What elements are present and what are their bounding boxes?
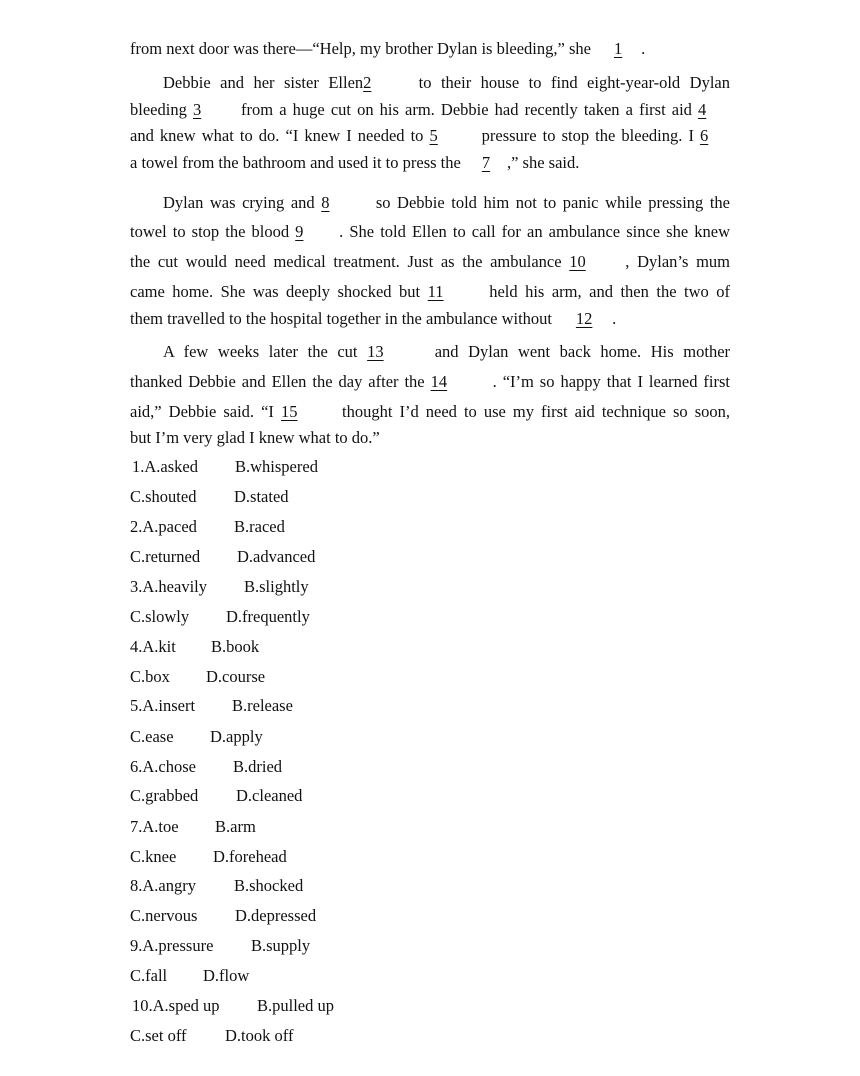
option-row: [130, 727, 263, 747]
paragraph-2-line-2: [130, 100, 730, 120]
paragraph-2-line-3: [130, 126, 730, 146]
option-a: 3.A.heavily: [130, 577, 207, 596]
paragraph-4-line-2: [130, 372, 730, 392]
text: so Debbie told him not to panic while pressing the: [375, 193, 731, 212]
option-c: C.fall: [130, 966, 168, 985]
option-b: B.whispered: [235, 457, 318, 476]
paragraph-3-line-3: [130, 252, 730, 272]
text: ,” she said.: [506, 153, 580, 172]
option-b: B.arm: [215, 817, 256, 836]
option-c: C.shouted: [130, 487, 197, 506]
option-a: 10.A.sped up: [132, 996, 220, 1015]
text: pressure to stop the bleeding. I: [481, 126, 694, 145]
option-a: 8.A.angry: [130, 876, 196, 895]
option-row: [130, 817, 256, 837]
text: thought I’d need to use my first aid technique so soon,: [342, 402, 731, 421]
option-b: B.release: [232, 696, 293, 715]
option-row: [132, 996, 334, 1016]
option-row: [130, 696, 293, 716]
text: , Dylan’s mum: [625, 252, 731, 271]
option-c: C.knee: [130, 847, 177, 866]
option-row: [130, 667, 265, 687]
text: . She told Ellen to call for an ambulance since she knew: [339, 222, 730, 241]
option-a: 7.A.toe: [130, 817, 179, 836]
option-row: [130, 487, 289, 507]
option-d: D.course: [206, 667, 266, 686]
option-c: C.returned: [130, 547, 201, 566]
option-d: D.stated: [234, 487, 289, 506]
text: from a huge cut on his arm. Debbie had recently taken a first aid: [241, 100, 692, 119]
blank-5: 5: [429, 126, 438, 145]
paragraph-3-line-5: [130, 309, 730, 329]
paragraph-3-line-2: [130, 222, 730, 242]
option-c: C.set off: [130, 1026, 187, 1045]
text: the cut would need medical treatment. Just as the ambulance: [130, 252, 562, 271]
text: .: [612, 309, 617, 328]
paragraph-3-line-4: [130, 282, 730, 302]
option-b: B.slightly: [244, 577, 309, 596]
text: and Dylan went back home. His mother: [434, 342, 731, 361]
option-c: C.grabbed: [130, 786, 199, 805]
text: held his arm, and then the two of: [489, 282, 731, 301]
paragraph-2-line-1: [130, 73, 730, 93]
paragraph-2-line-4: [130, 153, 730, 173]
text: thanked Debbie and Ellen the day after the: [130, 372, 425, 391]
option-b: B.dried: [233, 757, 283, 776]
option-row: [130, 847, 287, 867]
text: but I’m very glad I knew what to do.”: [130, 428, 380, 447]
option-row: [130, 906, 316, 926]
option-row: [130, 786, 302, 806]
blank-9: 9: [295, 222, 304, 241]
option-b: B.shocked: [234, 876, 304, 895]
blank-6: 6: [700, 126, 709, 145]
option-c: C.nervous: [130, 906, 198, 925]
option-row: [130, 1026, 293, 1046]
option-row: [130, 876, 303, 896]
text: a towel from the bathroom and used it to press the: [130, 153, 461, 172]
option-b: B.raced: [234, 517, 285, 536]
blank-7: 7: [481, 153, 491, 172]
paragraph-1-line-1: [130, 39, 730, 59]
option-row: [130, 607, 310, 627]
blank-2: 2: [363, 73, 372, 92]
option-b: B.book: [211, 637, 260, 656]
blank-4: 4: [698, 100, 707, 119]
blank-8: 8: [321, 193, 330, 212]
option-a: 5.A.insert: [130, 696, 196, 715]
option-d: D.apply: [210, 727, 263, 746]
blank-12: 12: [575, 309, 593, 328]
paragraph-3-line-1: [130, 193, 730, 213]
text: from next door was there—“Help, my brother Dylan is bleeding,” she: [130, 39, 591, 58]
text: .: [641, 39, 646, 58]
text: Debbie and her sister Ellen: [163, 73, 364, 92]
option-row: [130, 936, 310, 956]
option-b: B.supply: [251, 936, 311, 955]
option-row: [130, 547, 315, 567]
option-a: 4.A.kit: [130, 637, 176, 656]
blank-1: 1: [613, 39, 623, 58]
option-d: D.cleaned: [236, 786, 303, 805]
text: aid,” Debbie said. “I: [130, 402, 274, 421]
option-d: D.frequently: [226, 607, 310, 626]
blank-3: 3: [192, 100, 202, 119]
blank-15: 15: [280, 402, 298, 421]
text: and knew what to do. “I knew I needed to: [130, 126, 424, 145]
option-a: 2.A.paced: [130, 517, 197, 536]
option-c: C.box: [130, 667, 170, 686]
option-b: B.pulled up: [257, 996, 334, 1015]
option-row: [130, 637, 259, 657]
option-a: 1.A.asked: [132, 457, 198, 476]
option-d: D.advanced: [237, 547, 316, 566]
text: towel to stop the blood: [130, 222, 290, 241]
blank-14: 14: [430, 372, 448, 391]
blank-13: 13: [367, 342, 384, 361]
option-a: 6.A.chose: [130, 757, 196, 776]
text: Dylan was crying and: [163, 193, 315, 212]
text: bleeding: [130, 100, 187, 119]
option-row: [130, 757, 282, 777]
paragraph-4-line-3: [130, 402, 730, 422]
option-a: 9.A.pressure: [130, 936, 214, 955]
blank-10: 10: [569, 252, 586, 271]
option-d: D.took off: [225, 1026, 294, 1045]
option-c: C.slowly: [130, 607, 190, 626]
option-row: [130, 966, 249, 986]
text: came home. She was deeply shocked but: [130, 282, 421, 301]
option-d: D.flow: [203, 966, 250, 985]
text: . “I’m so happy that I learned first: [492, 372, 730, 391]
option-d: D.forehead: [213, 847, 287, 866]
option-row: [132, 457, 318, 477]
option-d: D.depressed: [235, 906, 317, 925]
option-row: [130, 517, 285, 537]
text: to their house to find eight-year-old Dylan: [418, 73, 730, 92]
paragraph-4-line-4: [130, 428, 730, 448]
text: them travelled to the hospital together in the ambulance without: [130, 309, 553, 328]
text: A few weeks later the cut: [163, 342, 358, 361]
option-c: C.ease: [130, 727, 174, 746]
paragraph-4-line-1: [130, 342, 730, 362]
option-row: [130, 577, 309, 597]
blank-11: 11: [427, 282, 444, 301]
